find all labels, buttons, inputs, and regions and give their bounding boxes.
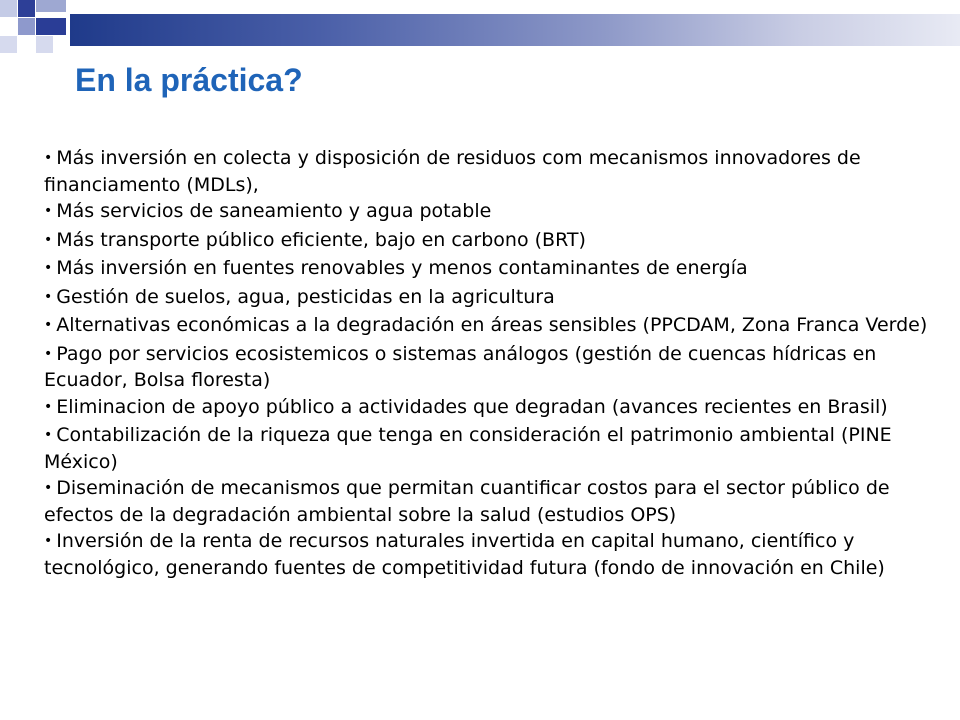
bullet-list	[44, 146, 944, 582]
decor-square	[18, 0, 35, 17]
bullet-item: • Eliminacion de apoyo público a actividades que degradan (avances recientes en Brasil)	[44, 395, 944, 422]
header-gradient-banner	[70, 14, 960, 46]
bullet-item: • Gestión de suelos, agua, pesticidas en la agricultura	[44, 285, 944, 312]
bullet-item: • Inversión de la renta de recursos naturales invertida en capital humano, científico y tecnológico, generando fuentes de competitividad futura (fondo de innovación en Chile)	[44, 529, 944, 580]
bullet-item: • Diseminación de mecanismos que permitan cuantificar costos para el sector público de efectos de la degradación ambiental sobre la salud (estudios OPS)	[44, 476, 944, 527]
bullet-item: • Más inversión en fuentes renovables y menos contaminantes de energía	[44, 256, 944, 283]
bullet-item: • Más transporte público eficiente, bajo en carbono (BRT)	[44, 228, 944, 255]
bullet-item: • Pago por servicios ecosistemicos o sistemas análogos (gestión de cuencas hídricas en Ecuador, Bolsa floresta)	[44, 342, 944, 393]
decor-square	[36, 36, 53, 53]
decor-square	[0, 36, 17, 53]
slide-title: En la práctica?	[75, 62, 303, 98]
bullet-item: • Alternativas económicas a la degradación en áreas sensibles (PPCDAM, Zona Franca Verde)	[44, 313, 944, 340]
decor-square	[18, 18, 35, 35]
decor-square	[0, 0, 17, 17]
bullet-item: • Más servicios de saneamiento y agua potable	[44, 199, 944, 226]
bullet-item: • Más inversión en colecta y disposición de residuos com mecanismos innovadores de financiamento (MDLs),	[44, 146, 944, 197]
bullet-item: • Contabilización de la riqueza que tenga en consideración el patrimonio ambiental (PINE México)	[44, 423, 944, 474]
decor-square	[36, 0, 66, 12]
decor-square	[36, 18, 66, 35]
